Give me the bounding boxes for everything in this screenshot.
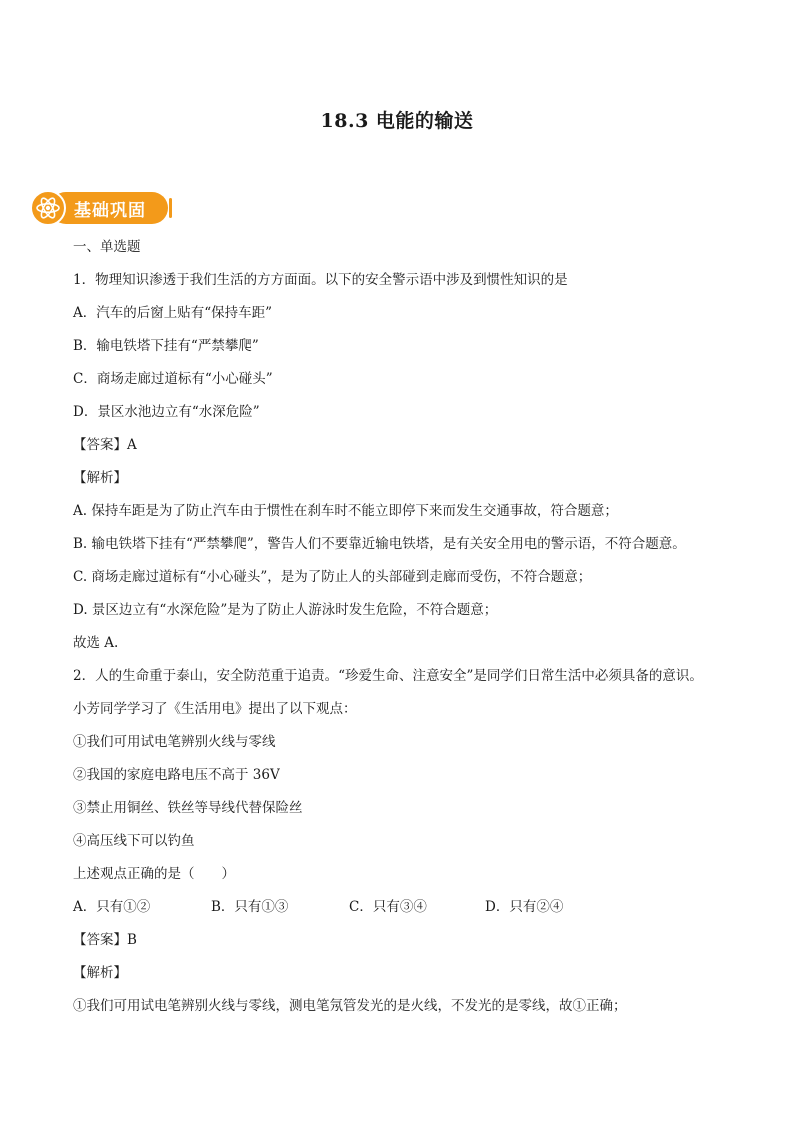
- q1-analysis-b: B. 输电铁塔下挂有“严禁攀爬”，警告人们不要靠近输电铁塔，是有关安全用电的警示语，不符合题意。: [73, 536, 686, 552]
- q1-stem: 1．物理知识渗透于我们生活的方方面面。以下的安全警示语中涉及到惯性知识的是: [73, 272, 568, 288]
- q2-option-d: D．只有②④: [485, 899, 564, 915]
- q1-option-a: A．汽车的后窗上贴有“保持车距”: [73, 305, 273, 321]
- part-heading: 一、单选题: [73, 239, 141, 255]
- q1-analysis-d: D. 景区边立有“水深危险”是为了防止人游泳时发生危险，不符合题意；: [73, 602, 498, 618]
- q2-point-3: ③禁止用铜丝、铁丝等导线代替保险丝: [73, 800, 303, 816]
- q1-analysis-c: C. 商场走廊过道标有“小心碰头”，是为了防止人的头部碰到走廊而受伤，不符合题意；: [73, 569, 592, 585]
- atom-icon: [35, 195, 61, 221]
- q1-option-c: C．商场走廊过道标有“小心碰头”: [73, 371, 273, 387]
- q2-question: 上述观点正确的是（ ）: [73, 866, 235, 882]
- q1-option-d: D．景区水池边立有“水深危险”: [73, 404, 260, 420]
- q2-answer: 【答案】B: [73, 932, 137, 948]
- q1-answer: 【答案】A: [73, 437, 137, 453]
- q2-point-2: ②我国的家庭电路电压不高于 36V: [73, 767, 280, 783]
- section-label: 基础巩固: [74, 201, 146, 221]
- q1-analysis-label: 【解析】: [73, 470, 127, 486]
- q2-stem-line1: 2．人的生命重于泰山，安全防范重于追责。“珍爱生命、注意安全”是同学们日常生活中必须具备的意识。: [73, 668, 703, 684]
- q2-analysis-1: ①我们可用试电笔辨别火线与零线，测电笔氖管发光的是火线，不发光的是零线，故①正确；: [73, 998, 627, 1014]
- q2-point-4: ④高压线下可以钓鱼: [73, 833, 195, 849]
- section-banner: [30, 190, 170, 226]
- q2-option-b: B．只有①③: [211, 899, 289, 915]
- q2-analysis-label: 【解析】: [73, 965, 127, 981]
- q1-option-b: B．输电铁塔下挂有“严禁攀爬”: [73, 338, 259, 354]
- q2-option-a: A．只有①②: [73, 899, 151, 915]
- q2-stem-line2: 小芳同学学习了《生活用电》提出了以下观点：: [73, 701, 357, 717]
- q2-point-1: ①我们可用试电笔辨别火线与零线: [73, 734, 276, 750]
- page-title: 18.3 电能的输送: [320, 110, 474, 132]
- q1-analysis-a: A. 保持车距是为了防止汽车由于惯性在刹车时不能立即停下来而发生交通事故，符合题意；: [73, 503, 618, 519]
- q2-option-c: C．只有③④: [349, 899, 427, 915]
- q1-conclusion: 故选 A.: [73, 635, 119, 651]
